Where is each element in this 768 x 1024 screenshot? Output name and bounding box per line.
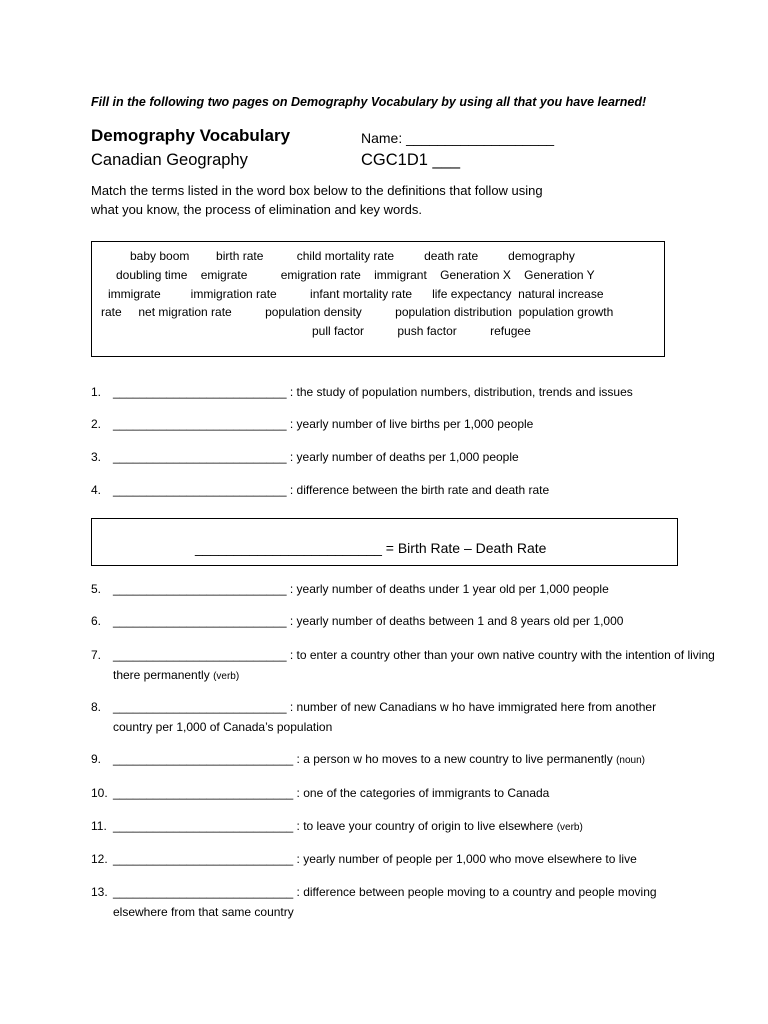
definition-text: : yearly number of deaths per 1,000 people <box>289 450 519 464</box>
question-body <box>113 414 533 434</box>
formula-blank[interactable]: ________________________ <box>195 540 382 556</box>
question-number: 7. <box>91 648 102 662</box>
question-body <box>113 882 693 922</box>
answer-blank[interactable]: ___________________________ <box>113 852 294 866</box>
question-body <box>113 749 645 771</box>
question-number: 10. <box>91 786 108 800</box>
name-field[interactable]: Name: ___________________ <box>361 130 555 146</box>
word-box <box>91 241 665 357</box>
definition-text: : to leave your country of origin to live elsewhere <box>296 819 554 833</box>
question-body <box>113 480 549 500</box>
answer-blank[interactable]: ___________________________ <box>113 819 294 833</box>
question-body <box>113 611 623 631</box>
question-body <box>113 579 609 599</box>
definition-text: : one of the categories of immigrants to Canada <box>296 786 550 800</box>
part-of-speech: (verb) <box>213 671 240 682</box>
question-number: 5. <box>91 582 102 596</box>
question-body <box>113 816 583 838</box>
question-body <box>113 849 637 869</box>
word-box-line: immigrate immigration rate infant mortality rate life expectancy natural increase <box>108 287 604 301</box>
word-box-line: doubling time emigrate emigration rate immigrant Generation X Generation Y <box>116 268 595 282</box>
question-number: 11. <box>91 819 107 833</box>
definition-text: : yearly number of live births per 1,000 people <box>289 417 534 431</box>
definition-text: : yearly number of deaths under 1 year old per 1,000 people <box>289 582 609 596</box>
question-number: 13. <box>91 885 108 899</box>
definition-text: : a person w ho moves to a new country to live permanently <box>296 752 613 766</box>
page-subtitle: Canadian Geography <box>91 151 248 169</box>
part-of-speech: (noun) <box>616 755 645 766</box>
word-box-line: pull factor push factor refugee <box>312 324 531 338</box>
course-code: CGC1D1 ___ <box>361 151 461 169</box>
answer-blank[interactable]: __________________________ <box>113 582 287 596</box>
part-of-speech: (verb) <box>556 822 583 833</box>
word-box-line: baby boom birth rate child mortality rate death rate demography <box>130 249 575 263</box>
definition-text: : to enter a country other than your own native country with the intention of living there permanently <box>113 648 715 682</box>
answer-blank[interactable]: __________________________ <box>113 614 287 628</box>
question-body <box>113 447 519 467</box>
definition-text: : difference between people moving to a country and people moving elsewhere from that same country <box>113 885 657 919</box>
answer-blank[interactable]: __________________________ <box>113 450 287 464</box>
formula <box>195 540 546 556</box>
definition-text: : difference between the birth rate and death rate <box>289 483 550 497</box>
question-number: 9. <box>91 752 102 766</box>
answer-blank[interactable]: __________________________ <box>113 483 287 497</box>
instructions: Match the terms listed in the word box below to the definitions that follow using what you know, the process of elimination and key words. <box>91 183 543 217</box>
answer-blank[interactable]: __________________________ <box>113 417 287 431</box>
question-number: 2. <box>91 417 102 431</box>
definition-text: : number of new Canadians w ho have immigrated here from another country per 1,000 of Canada’s population <box>113 700 657 734</box>
question-body <box>113 645 723 687</box>
formula-text: = Birth Rate – Death Rate <box>381 540 547 556</box>
question-body <box>113 697 673 737</box>
question-number: 8. <box>91 700 102 714</box>
question-number: 4. <box>91 483 102 497</box>
answer-blank[interactable]: __________________________ <box>113 385 287 399</box>
question-number: 3. <box>91 450 102 464</box>
question-number: 12. <box>91 852 108 866</box>
intro-instruction: Fill in the following two pages on Demography Vocabulary by using all that you have learned! <box>91 95 647 109</box>
page-title: Demography Vocabulary <box>91 126 291 145</box>
question-body <box>113 783 549 803</box>
question-number: 1. <box>91 385 102 399</box>
definition-text: : the study of population numbers, distribution, trends and issues <box>289 385 633 399</box>
answer-blank[interactable]: __________________________ <box>113 648 287 662</box>
answer-blank[interactable]: ___________________________ <box>113 752 294 766</box>
definition-text: : yearly number of deaths between 1 and 8 years old per 1,000 <box>289 614 624 628</box>
answer-blank[interactable]: __________________________ <box>113 700 287 714</box>
answer-blank[interactable]: ___________________________ <box>113 786 294 800</box>
question-body <box>113 382 633 402</box>
answer-blank[interactable]: ___________________________ <box>113 885 294 899</box>
question-number: 6. <box>91 614 102 628</box>
word-box-line: rate net migration rate population density population distribution population growth <box>101 305 614 319</box>
definition-text: : yearly number of people per 1,000 who move elsewhere to live <box>296 852 637 866</box>
